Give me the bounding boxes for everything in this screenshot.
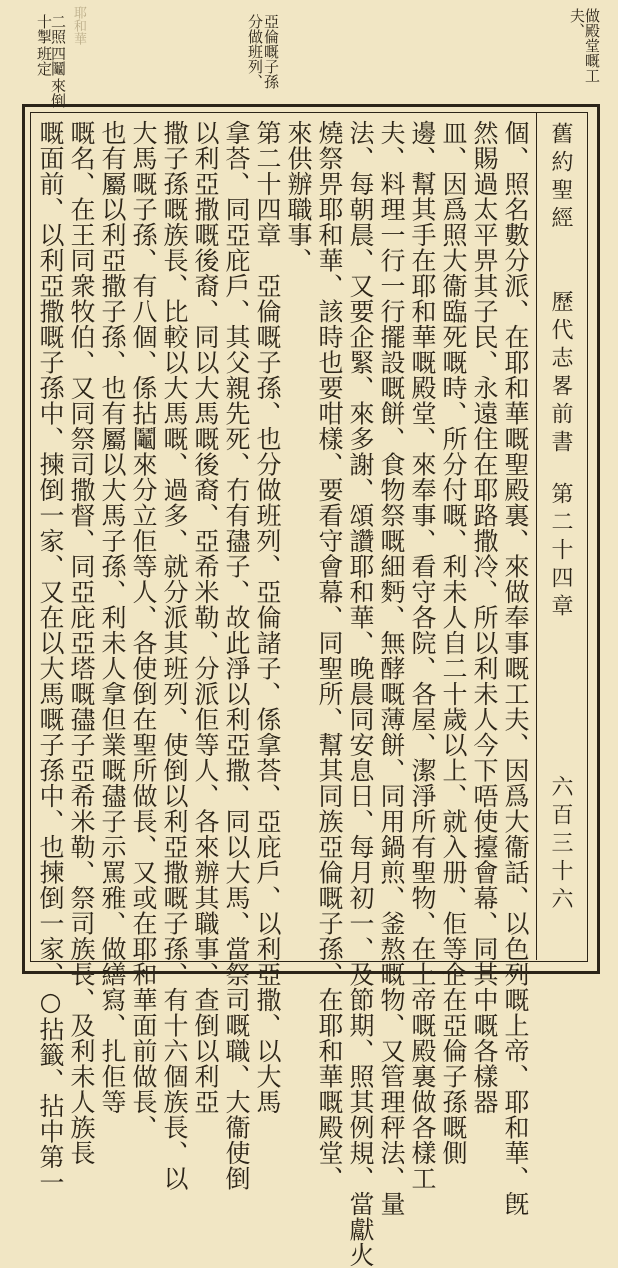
top-note-middle-line-1: 亞倫嘅子孫 (262, 14, 280, 89)
top-note-left-line-4: 班定 (35, 46, 53, 76)
text-column: 皿、因爲照大衞臨死嘅時、所分付嘅、利未人自二十歲以上、就入册、佢等企在亞倫子孫嘅側 (439, 120, 468, 1166)
chapter-start-column: 第二十四章 亞倫嘅子孫、也分做班列、亞倫諸子、係拿荅、亞庇戶、以利亞撒、以大馬 (253, 120, 282, 1115)
text-column: 夫、料理一行一行擺設嘅餅、食物祭嘅細麪、無酵嘅薄餅、同用鍋煎、釜熬嘅物、又管理秤法、量 (377, 120, 406, 1217)
top-note-right-line-1: 做殿堂嘅工 (583, 8, 601, 83)
text-column: 燒祭畀耶和華、該時也要咁樣、要看守會幕、同聖所、幫其同族亞倫嘅子孫、在耶和華嘅殿堂、 (315, 120, 344, 1191)
text-column: 嘅名、在王同衆牧伯、又同祭司撒督、同亞庇亞塔嘅孻子亞希米勒、祭司族長、及利未人族長 (67, 120, 96, 1166)
header-band-rule (536, 113, 537, 960)
top-note-middle-line-2: 分做班列、 (246, 14, 264, 89)
text-column: 個、照名數分派、在耶和華嘅聖殿裏、來做奉事嘅工夫、因爲大衞話、以色列嘅上帝、耶和華、旣 (501, 120, 530, 1217)
text-column: 來供辦職事、 (284, 120, 313, 273)
text-column: 邊、幫其手在耶和華嘅殿堂、來奉事、看守各院、各屋、潔淨所有聖物、在上帝嘅殿裏做各樣工 (408, 120, 437, 1191)
text-column: 撒子孫嘅族長、比較以大馬嘅、過多、就分派其班列、使倒以利亞撒嘅子孫、有十六個族長、以 (160, 120, 189, 1191)
text-column: 也有屬以利亞撒子孫、也有屬以大馬子孫、利未人拿但業嘅孻子示罵雅、做繕寫、扎佢等 (98, 120, 127, 1115)
text-column: 法、每朝晨、又要企緊、來多謝、頌讚耶和華、晚晨同安息日、每月初一、及節期、照其例規、當獻火 (346, 120, 375, 1268)
bleed-through-text: 耶和華 (71, 6, 86, 45)
text-column: 嘅面前、以利亞撒嘅子孫中、揀倒一家、又在以大馬嘅子孫中、也揀倒一家、○拈籤、拈中第一 (36, 120, 65, 1195)
book-title: 舊約聖經 (548, 122, 573, 234)
text-column: 大馬嘅子孫、有八個、係拈鬮來分立佢等人、各使倒在聖所做長、又或在耶和華面前做長、 (129, 120, 158, 1140)
chapter-header: 第二十四章 (548, 482, 573, 622)
top-note-left-line-1: 二照 (49, 14, 67, 44)
page-number: 六百三十六 (548, 775, 573, 915)
top-note-left-line-2: 十掣 (35, 14, 53, 44)
section-title: 歷代志畧前書 (548, 290, 573, 458)
top-note-left-line-3: 四鬮 (49, 46, 67, 76)
top-note-right-line-2: 夫、 (568, 8, 586, 38)
top-note-left-line-5: 來倒 (49, 78, 67, 108)
text-column: 以利亞撒嘅後裔、同以大馬嘅後裔、亞希米勒、分派佢等人、各來辦其職事、查倒以利亞 (191, 120, 220, 1115)
text-column: 然賜過太平畀其子民、永遠住在耶路撒冷、所以利未人今下唔使擡會幕、同其中嘅各樣器 (470, 120, 499, 1115)
text-column: 拿荅、同亞庇戶、其父親先死、冇有孻子、故此淨以利亞撒、同以大馬、當祭司嘅職、大衞使倒 (222, 120, 251, 1191)
